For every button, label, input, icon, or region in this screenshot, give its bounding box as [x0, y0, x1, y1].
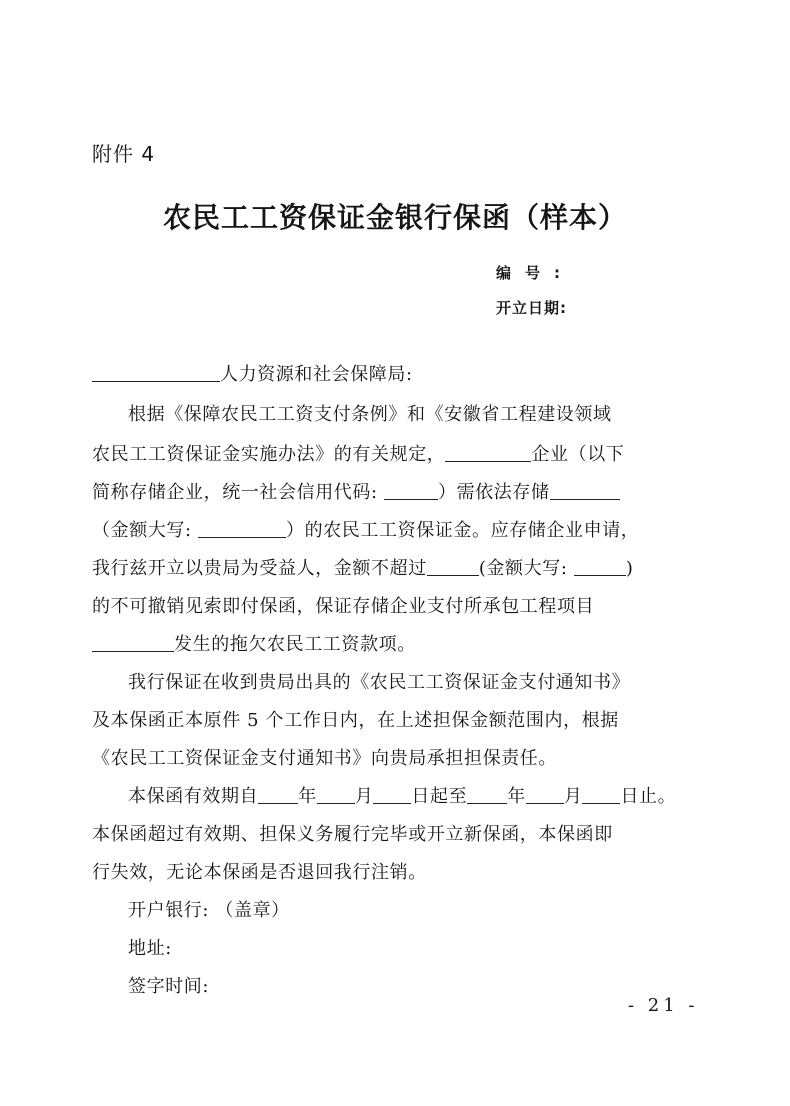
text: 日起至	[411, 786, 468, 807]
address-label: 地址:	[128, 938, 172, 959]
paragraph-3-line-3	[92, 858, 702, 884]
blank-field	[574, 556, 626, 576]
text: （金额大写:	[92, 520, 198, 541]
blank-field	[92, 362, 220, 382]
text: 本保函超过有效期、担保义务履行完毕或开立新保函，本保函即	[92, 824, 613, 845]
paragraph-2-line-1	[128, 668, 702, 694]
number-label: 编号:	[496, 264, 574, 282]
paragraph-1-line-3	[92, 478, 702, 504]
blank-field	[550, 480, 620, 500]
blank-field	[445, 442, 531, 462]
blank-field	[258, 784, 298, 804]
text: 行失效，无论本保函是否退回我行注销。	[92, 862, 427, 883]
paragraph-1-line-7	[92, 630, 702, 656]
paragraph-3-line-1	[128, 782, 702, 808]
paragraph-1-line-5	[92, 554, 702, 580]
attachment-label: 附件 4	[92, 142, 156, 166]
issue-date-label: 开立日期:	[496, 299, 567, 317]
text: 月	[563, 786, 583, 807]
text: 发生的拖欠农民工工资款项。	[174, 634, 416, 655]
blank-field	[427, 556, 479, 576]
document-title: 农民工工资保证金银行保函（样本）	[162, 201, 627, 234]
text: 月	[354, 786, 374, 807]
paragraph-3-line-2	[92, 820, 702, 846]
text: 根据《保障农民工工资支付条例》和《安徽省工程建设领域	[128, 404, 612, 425]
text: 我行兹开立以贵局为受益人，金额不超过	[92, 558, 427, 579]
text: 年	[298, 786, 317, 807]
text: ）需依法存储	[437, 482, 550, 503]
text: 《农民工工资保证金支付通知书》向贵局承担担保责任。	[92, 748, 557, 769]
text: 我行保证在收到贵局出具的《农民工工资保证金支付通知书》	[128, 672, 631, 693]
paragraph-2-line-3	[92, 744, 702, 770]
text: 农民工工资保证金实施办法》的有关规定，	[92, 444, 446, 465]
blank-field	[373, 784, 411, 804]
blank-field	[526, 784, 564, 804]
paragraph-2-line-2	[92, 706, 702, 732]
text: 本保函有效期自	[128, 786, 259, 807]
text: 及本保函正本原件 5 个工作日内，在上述担保金额范围内，根据	[92, 710, 619, 731]
blank-field	[198, 518, 286, 538]
sign-time-label: 签字时间:	[128, 976, 210, 997]
paragraph-1-line-6	[92, 592, 702, 618]
text: 年	[507, 786, 526, 807]
blank-field	[92, 632, 174, 652]
blank-field	[317, 784, 355, 804]
text: ）的农民工工资保证金。应存储企业申请，	[286, 520, 640, 541]
text: 日止。	[620, 786, 677, 807]
text: )	[625, 558, 634, 579]
addressee-text: 人力资源和社会保障局:	[220, 364, 413, 385]
blank-field	[384, 480, 438, 500]
addressee-line	[92, 360, 702, 386]
paragraph-1-line-4	[92, 516, 702, 542]
text: 简称存储企业，统一社会信用代码:	[92, 482, 384, 503]
text: (金额大写:	[478, 558, 574, 579]
blank-field	[582, 784, 620, 804]
bank-label: 开户银行: （盖章）	[128, 900, 290, 921]
paragraph-1-line-2	[92, 440, 702, 466]
text: 企业（以下	[531, 444, 625, 465]
blank-field	[467, 784, 507, 804]
text: 的不可撤销见索即付保函，保证存储企业支付所承包工程项目	[92, 596, 595, 617]
page-number: - 21 -	[628, 995, 699, 1016]
paragraph-1-line-1	[128, 400, 702, 426]
